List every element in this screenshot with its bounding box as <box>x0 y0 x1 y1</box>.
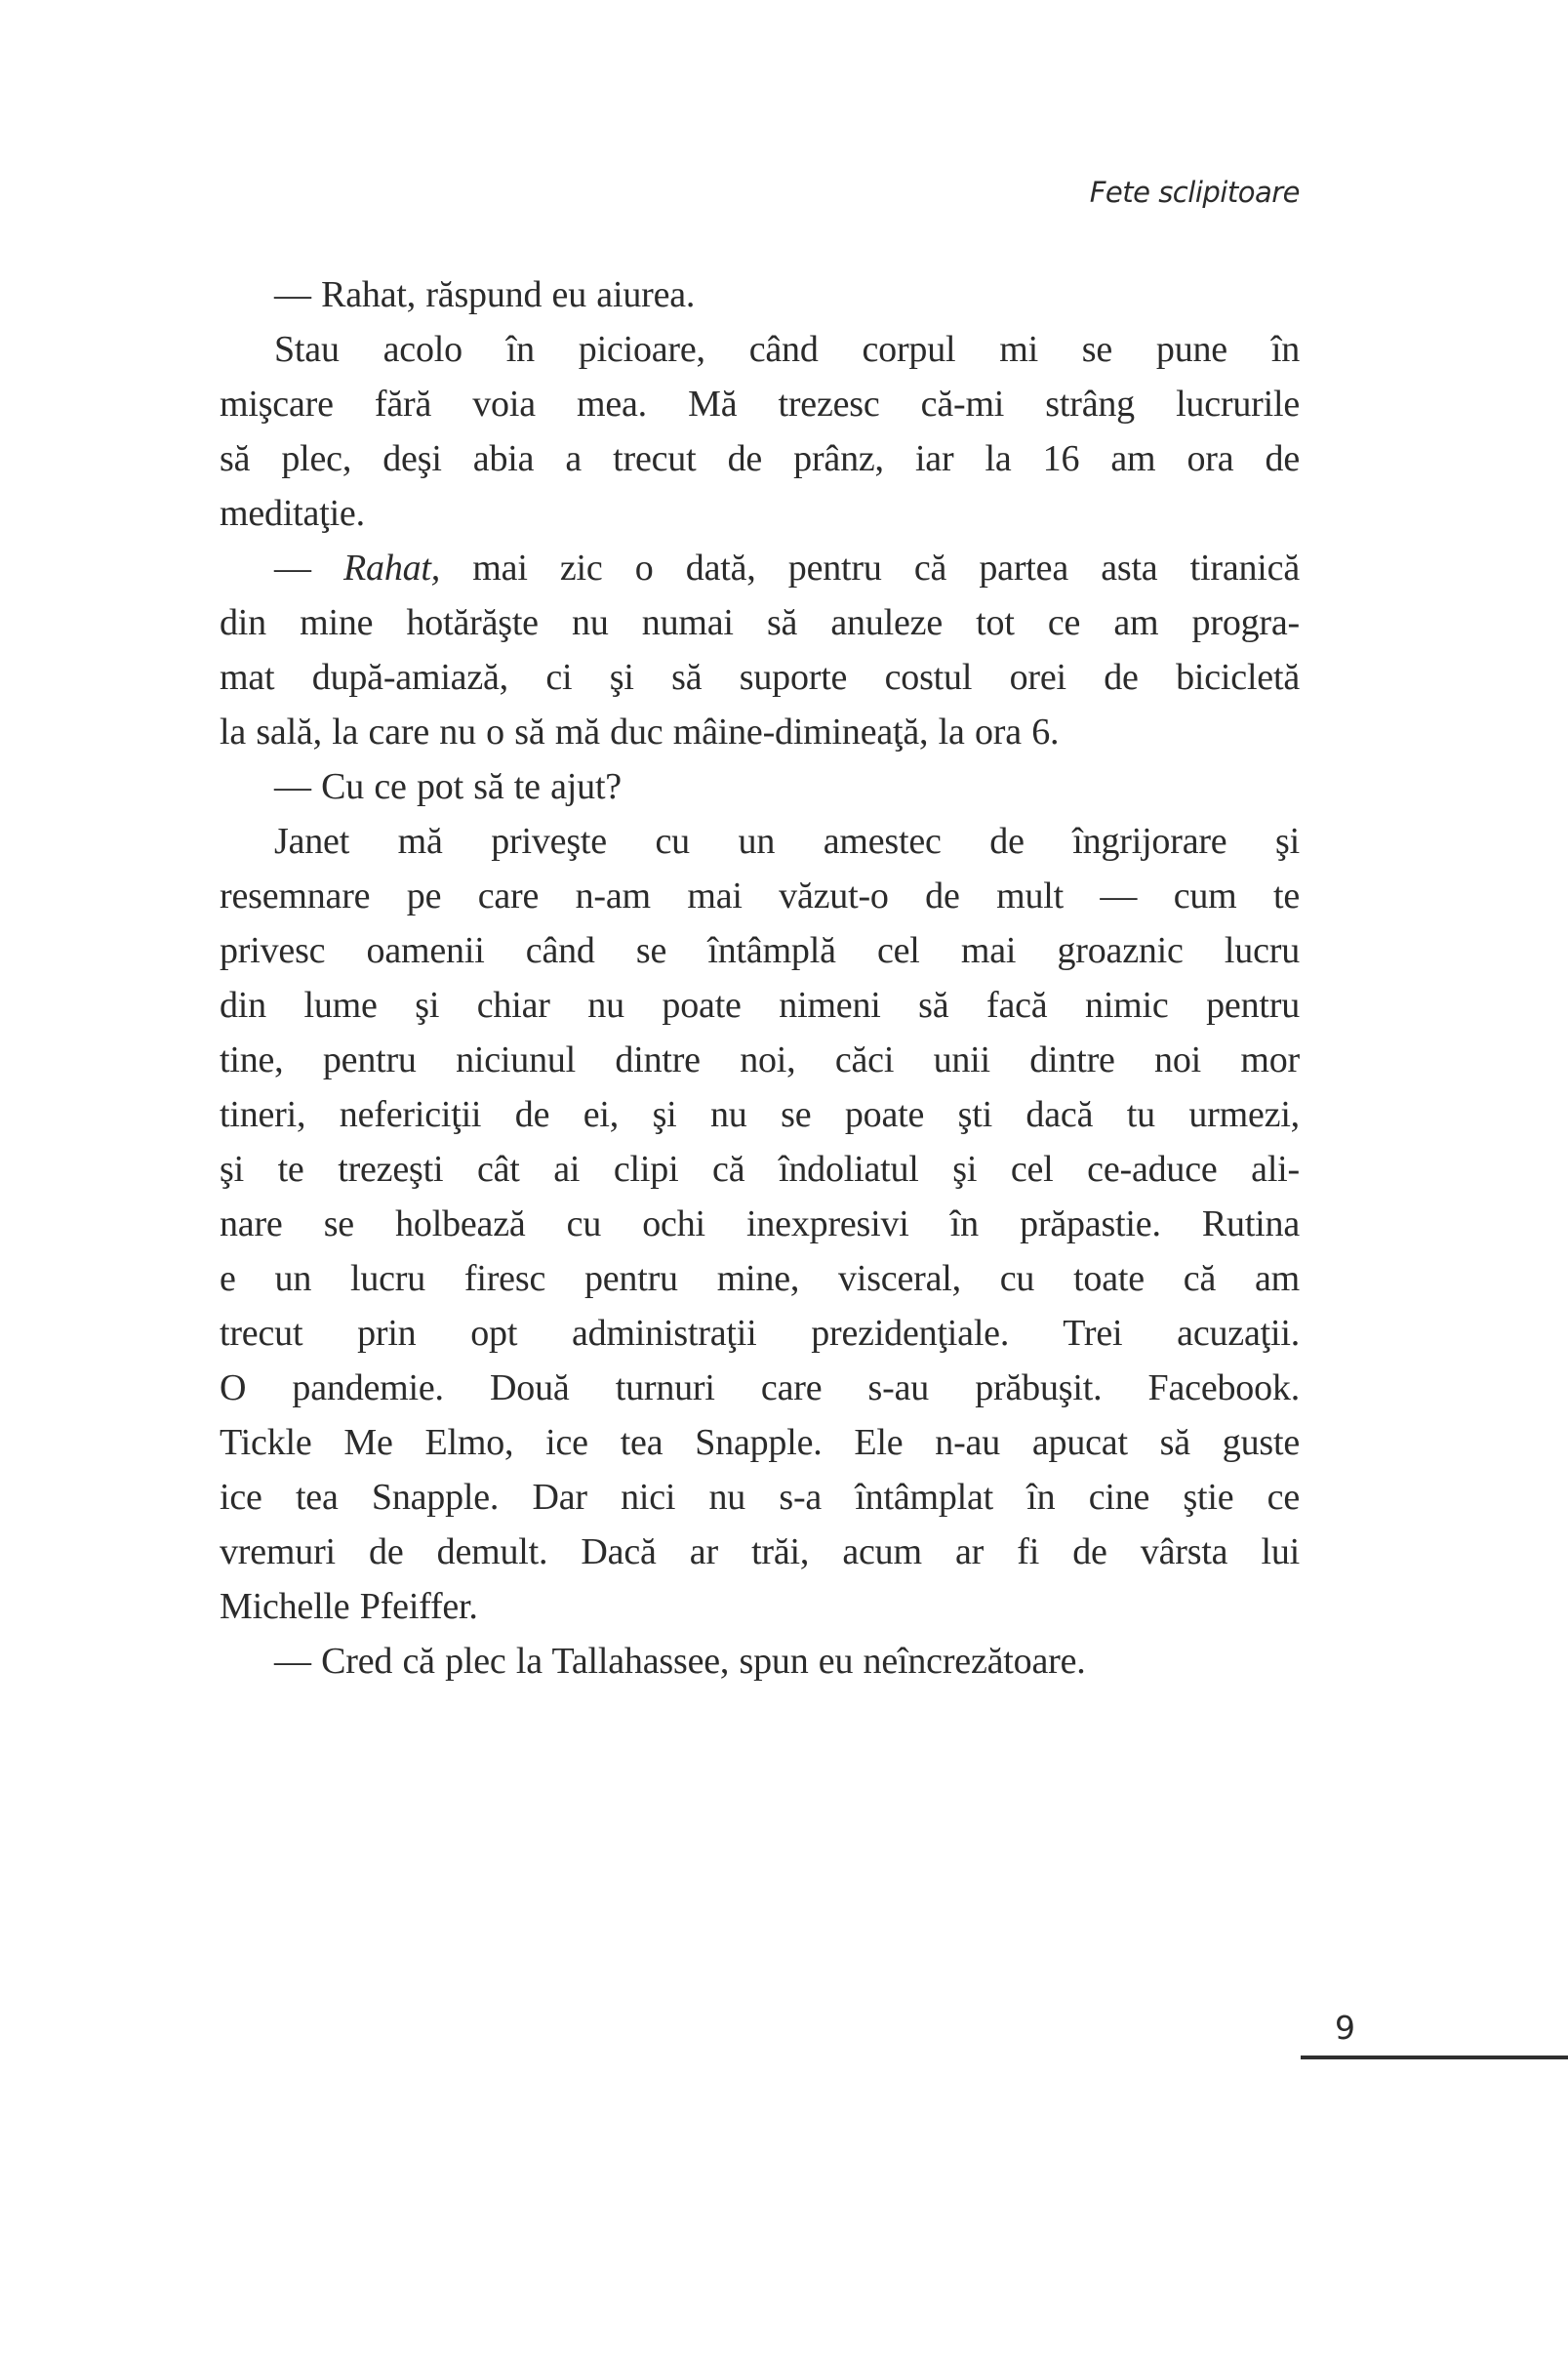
text-segment: — Cu ce pot să te ajut? <box>274 766 622 807</box>
text-line <box>220 1033 1300 1087</box>
text-segment: Michelle Pfeiffer. <box>220 1586 478 1627</box>
text-segment: ice tea Snapple. Dar nici nu s-a întâmplat în cine ştie ce <box>220 1477 1300 1518</box>
text-line <box>220 1634 1300 1689</box>
footer-rule <box>1301 2056 1568 2059</box>
text-segment: şi te trezeşti cât ai clipi că îndoliatul şi cel ce-aduce ali- <box>220 1149 1300 1190</box>
text-segment: — <box>274 548 344 589</box>
text-line <box>220 650 1300 705</box>
text-line <box>220 595 1300 650</box>
text-line <box>220 1197 1300 1251</box>
text-segment: din lume şi chiar nu poate nimeni să facă nimic pentru <box>220 985 1300 1026</box>
text-segment: — Rahat, răspund eu aiurea. <box>274 274 696 315</box>
text-segment: O pandemie. Două turnuri care s-au prăbuşit. Facebook. <box>220 1367 1300 1408</box>
text-line <box>220 1470 1300 1525</box>
text-line <box>220 759 1300 814</box>
text-line <box>220 1579 1300 1634</box>
page-number: 9 <box>1335 2009 1355 2047</box>
text-line <box>220 923 1300 978</box>
text-line <box>220 1525 1300 1579</box>
text-line <box>220 705 1300 759</box>
text-segment: mişcare fără voia mea. Mă trezesc că-mi strâng lucrurile <box>220 384 1300 425</box>
body-text <box>220 267 1300 1689</box>
text-segment: trecut prin opt administraţii prezidenţiale. Trei acuzaţii. <box>220 1313 1300 1354</box>
text-segment-italic: Rahat, <box>343 548 441 589</box>
text-segment: privesc oamenii când se întâmplă cel mai groaznic lucru <box>220 930 1300 971</box>
text-line <box>220 1087 1300 1142</box>
text-segment: tine, pentru niciunul dintre noi, căci unii dintre noi mor <box>220 1039 1300 1080</box>
text-line <box>220 322 1300 377</box>
text-line <box>220 486 1300 541</box>
text-line <box>220 1361 1300 1415</box>
text-line <box>220 267 1300 322</box>
text-line <box>220 814 1300 869</box>
running-header: Fete sclipitoare <box>1089 176 1300 209</box>
text-segment: mai zic o dată, pentru că partea asta tiranică <box>440 548 1300 589</box>
text-line <box>220 1306 1300 1361</box>
text-segment: nare se holbează cu ochi inexpresivi în prăpastie. Rutina <box>220 1203 1300 1244</box>
text-line <box>220 869 1300 923</box>
text-segment: să plec, deşi abia a trecut de prânz, iar la 16 am ora de <box>220 438 1300 479</box>
text-segment: mat după-amiază, ci şi să suporte costul orei de bicicletă <box>220 657 1300 698</box>
text-line <box>220 541 1300 595</box>
text-segment: la sală, la care nu o să mă duc mâine-dimineaţă, la ora 6. <box>220 712 1060 753</box>
text-segment: — Cred că plec la Tallahassee, spun eu neîncrezătoare. <box>274 1641 1086 1682</box>
text-line <box>220 377 1300 431</box>
text-segment: meditaţie. <box>220 493 365 534</box>
text-segment: Tickle Me Elmo, ice tea Snapple. Ele n-au apucat să guste <box>220 1422 1300 1463</box>
text-segment: tineri, nefericiţii de ei, şi nu se poate şti dacă tu urmezi, <box>220 1094 1300 1135</box>
text-line <box>220 978 1300 1033</box>
text-segment: Stau acolo în picioare, când corpul mi se pune în <box>274 329 1300 370</box>
text-segment: Janet mă priveşte cu un amestec de îngrijorare şi <box>274 821 1300 862</box>
text-segment: vremuri de demult. Dacă ar trăi, acum ar fi de vârsta lui <box>220 1531 1300 1572</box>
text-line <box>220 1415 1300 1470</box>
text-line <box>220 1251 1300 1306</box>
text-line <box>220 1142 1300 1197</box>
text-segment: e un lucru firesc pentru mine, visceral, cu toate că am <box>220 1258 1300 1299</box>
text-segment: resemnare pe care n-am mai văzut-o de mult — cum te <box>220 875 1300 916</box>
text-line <box>220 431 1300 486</box>
text-segment: din mine hotărăşte nu numai să anuleze tot ce am progra- <box>220 602 1300 643</box>
